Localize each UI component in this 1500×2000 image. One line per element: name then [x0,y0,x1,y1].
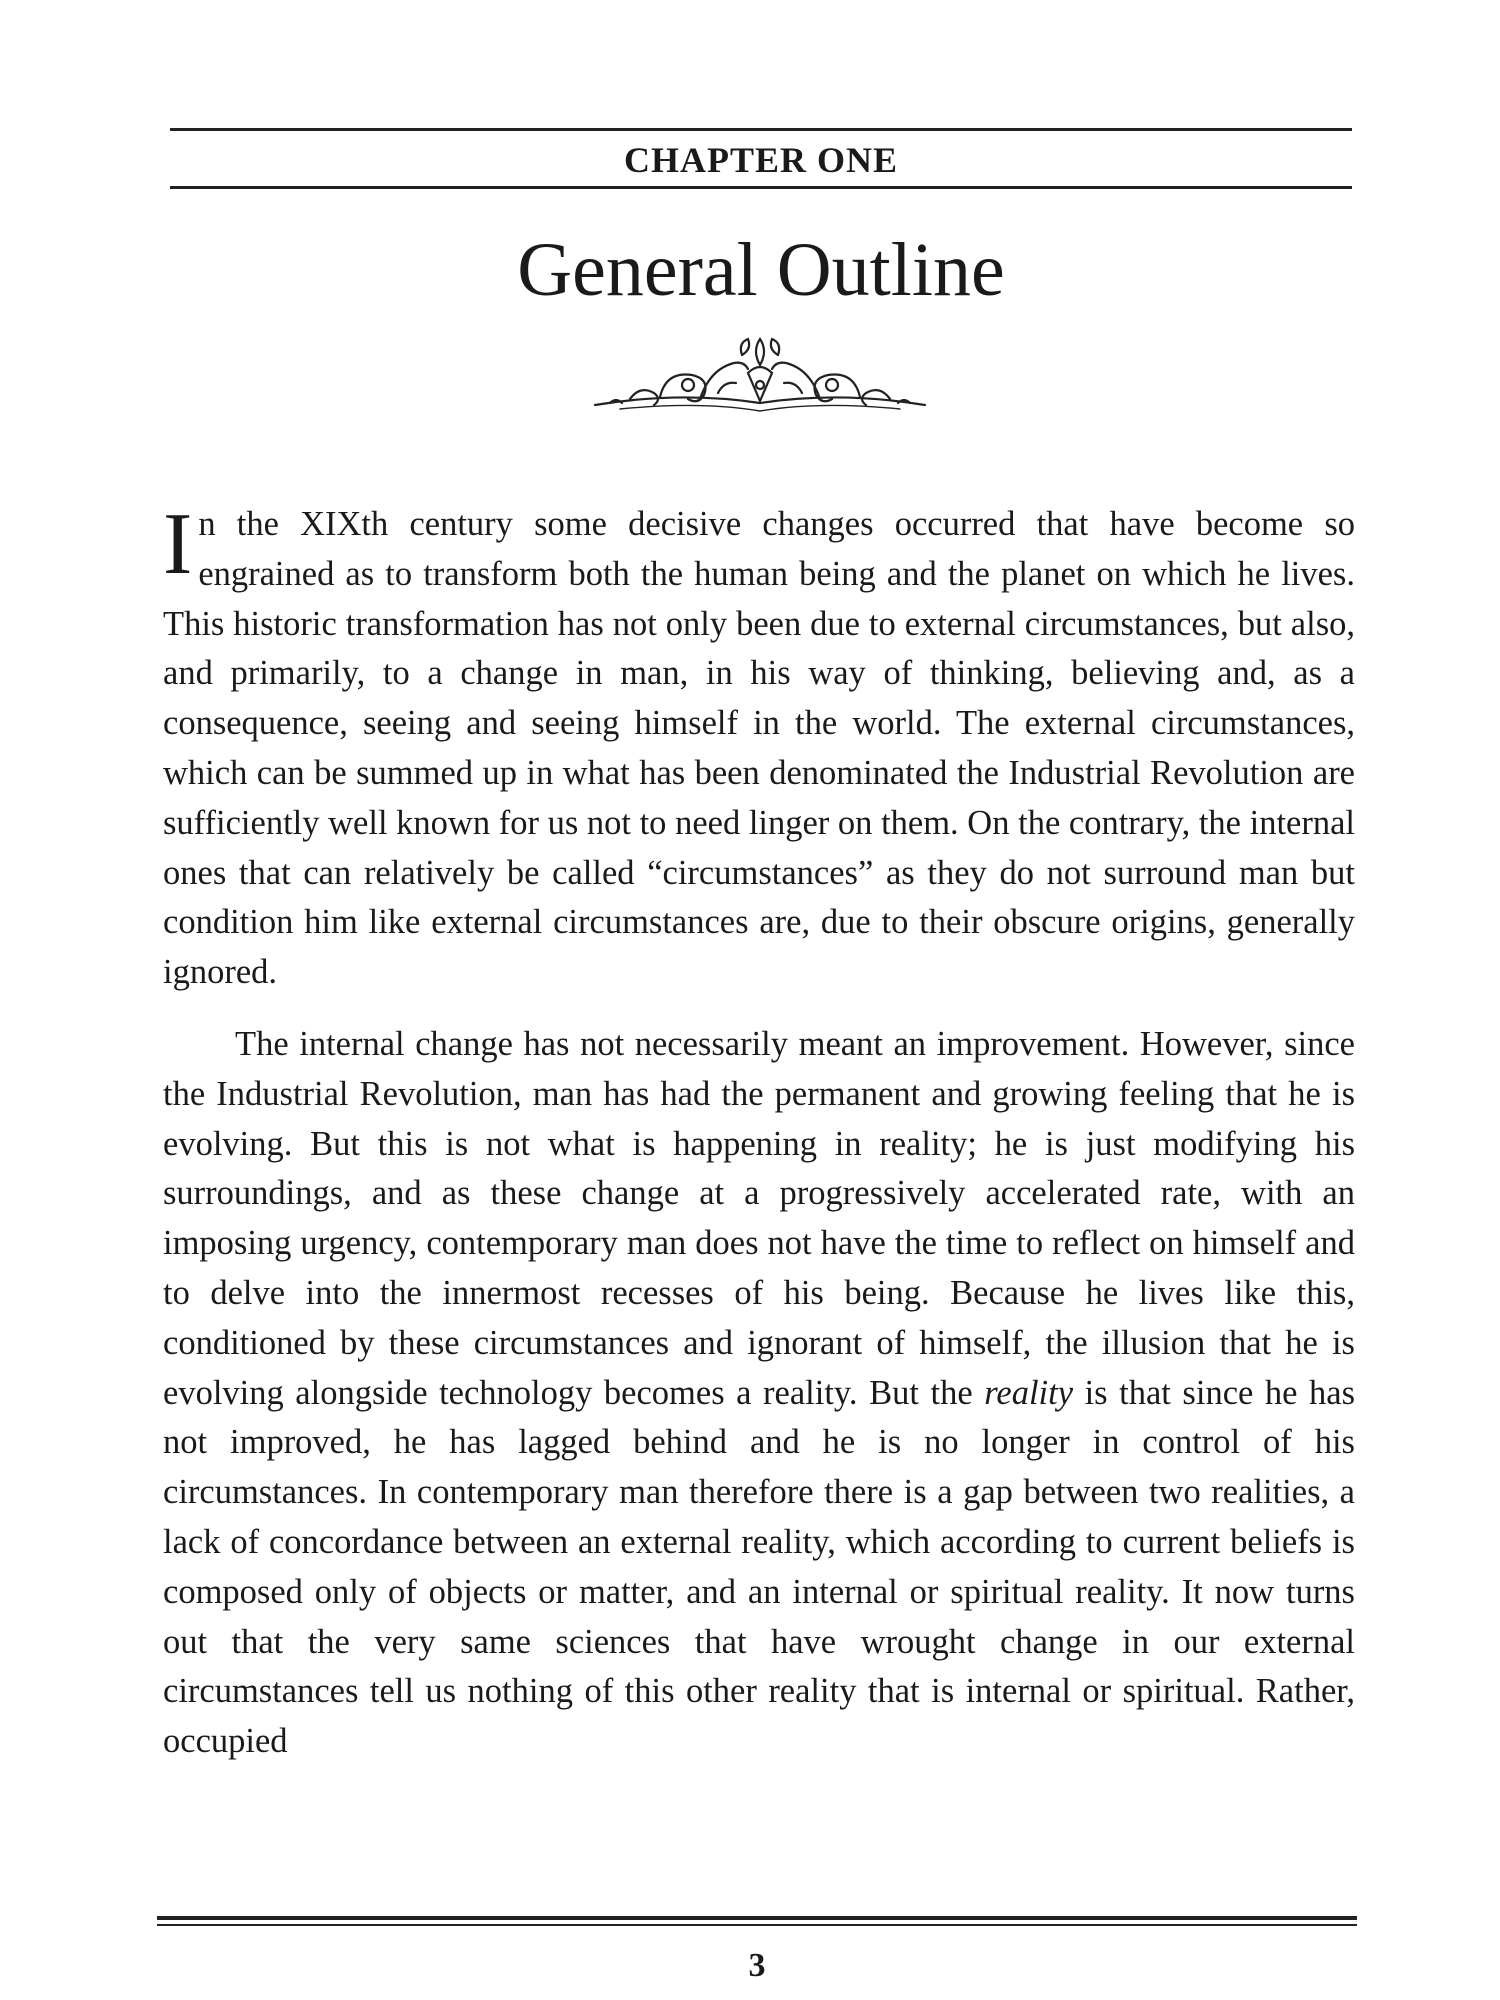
drop-cap: I [163,496,193,593]
chapter-title: General Outline [517,228,1005,312]
header-top-rule [170,128,1352,131]
paragraph-2-text-end: is that since he has not improved, he has lagged behind and he is no longer in control of his circumstances. In contemporary man therefore there is a gap between two realities, a lack of concordance between an external reality, which according to current beliefs is composed only of objects or matter, and an internal or spiritual reality. It now turns out that the very same sciences that have wrought change in our external circumstances tell us nothing of this other reality that is internal or spiritual. Rather, occupied [163,1373,1355,1761]
page-number: 3 [748,1947,766,1984]
header-bottom-rule [170,186,1352,189]
floral-ornament-icon [590,325,930,420]
paragraph-2-text-start: The internal change has not necessarily meant an improvement. However, since the Industrial Revolution, man has had the permanent and growing feeling that he is evolving. But this is not what is happening in reality; he is just modifying his surroundings, and as these change at a progressively accelerated rate, with an imposing urgency, contemporary man does not have the time to reflect on himself and to delve into the innermost recesses of his being. Because he lives like this, conditioned by these circumstances and ignorant of himself, the illusion that he is evolving alongside technology becomes a reality. But the [163,1024,1355,1412]
footer-rule-thick [157,1916,1357,1920]
footer-rule-thin [157,1924,1357,1926]
paragraph-1-text: n the XIXth century some decisive changes occurred that have become so engrained as to transform both the human being and the planet on which he lives. This historic transformation has not only been due to external circumstances, but also, and primarily, to a change in man, in his way of thinking, believing and, as a consequence, seeing and seeing himself in the world. The external circumstances, which can be summed up in what has been denominated the Industrial Revolution are sufficiently well known for us not to need linger on them. On the contrary, the internal ones that can relatively be called “circumstances” as they do not surround man but condition him like external circumstances are, due to their obscure origins, generally ignored. [163,505,1355,992]
body-text [163,496,1355,1767]
emphasis-reality: reality [984,1373,1074,1412]
chapter-label: CHAPTER ONE [623,140,899,180]
paragraph-1 [163,496,1355,998]
paragraph-2 [163,1020,1355,1767]
